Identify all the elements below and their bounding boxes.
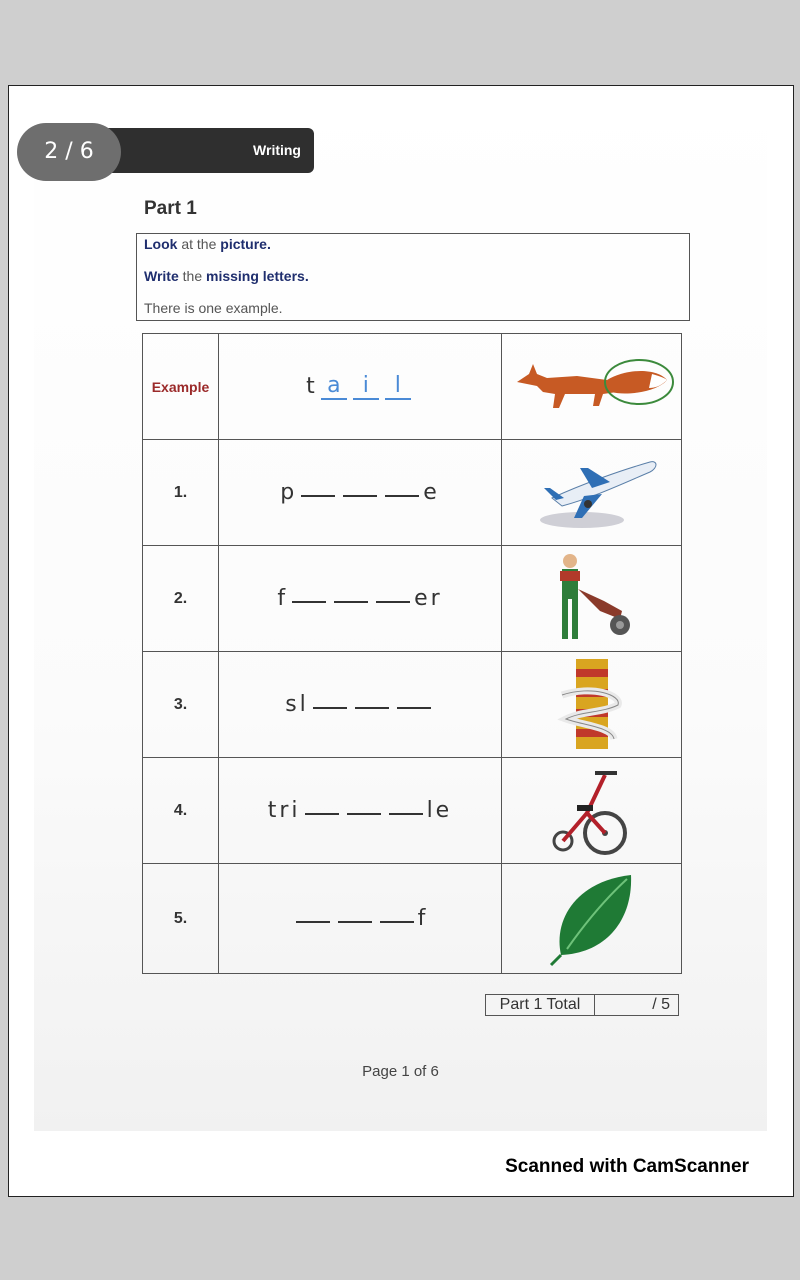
word-with-blanks: p e bbox=[219, 440, 502, 545]
leaf-icon bbox=[547, 869, 637, 969]
question-row-2 bbox=[143, 546, 681, 652]
example-row bbox=[143, 334, 681, 440]
exercise-table bbox=[142, 333, 682, 974]
example-letter: a bbox=[321, 373, 347, 400]
scanned-page bbox=[8, 85, 794, 1197]
example-letter: l bbox=[385, 373, 411, 400]
question-number: 5. bbox=[143, 864, 219, 973]
word-with-blanks: sl bbox=[219, 652, 502, 757]
plane-icon bbox=[522, 448, 662, 538]
worksheet-scan bbox=[34, 88, 767, 1131]
example-word: t a i l bbox=[219, 334, 502, 439]
question-row-4 bbox=[143, 758, 681, 864]
instruction-line-2: Write the missing letters. bbox=[144, 268, 309, 284]
instructions-box bbox=[136, 233, 690, 321]
question-row-1 bbox=[143, 440, 681, 546]
part-total-score: / 5 bbox=[652, 996, 670, 1013]
section-label: Writing bbox=[72, 128, 314, 173]
question-number: 3. bbox=[143, 652, 219, 757]
slide-icon bbox=[552, 655, 632, 755]
part-title: Part 1 bbox=[144, 198, 197, 219]
tricycle-icon bbox=[547, 761, 637, 861]
farmer-icon bbox=[542, 549, 642, 649]
question-number: 1. bbox=[143, 440, 219, 545]
example-letter: i bbox=[353, 373, 379, 400]
camscanner-watermark: Scanned with CamScanner bbox=[505, 1156, 749, 1177]
page-footer: Page 1 of 6 bbox=[362, 1063, 439, 1080]
part-total-label: Part 1 Total bbox=[486, 995, 595, 1015]
instruction-line-1: Look at the picture. bbox=[144, 236, 271, 252]
question-row-5 bbox=[143, 864, 681, 973]
question-row-3 bbox=[143, 652, 681, 758]
instruction-line-3: There is one example. bbox=[144, 300, 283, 316]
page-indicator: 2 / 6 bbox=[17, 123, 121, 181]
word-with-blanks: tri le bbox=[219, 758, 502, 863]
word-with-blanks: f bbox=[219, 864, 502, 973]
question-number: 2. bbox=[143, 546, 219, 651]
part-total-box bbox=[485, 994, 679, 1016]
question-number: 4. bbox=[143, 758, 219, 863]
example-label: Example bbox=[151, 378, 210, 395]
fox-icon bbox=[507, 352, 677, 422]
word-with-blanks: f er bbox=[219, 546, 502, 651]
